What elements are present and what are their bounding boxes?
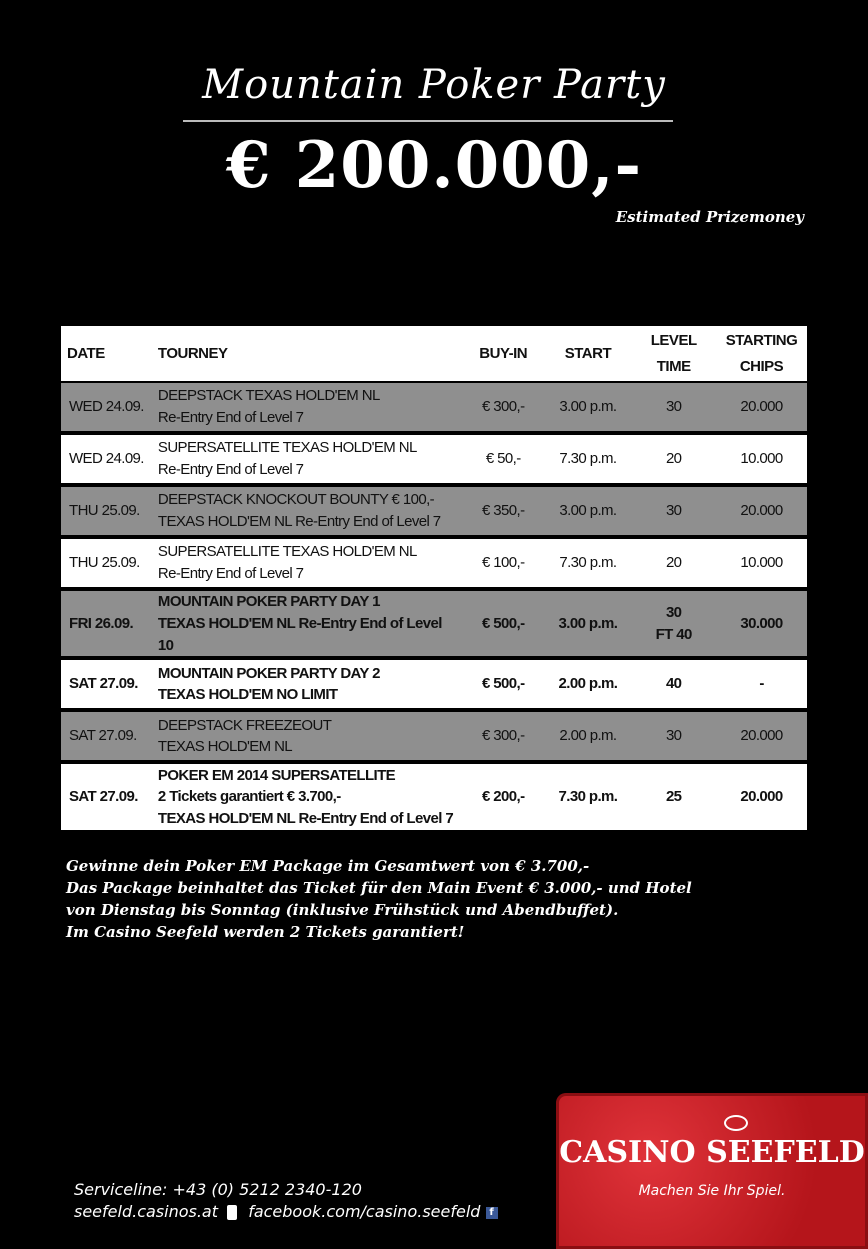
header-starting-chips [716, 326, 807, 383]
row-level [631, 591, 716, 660]
row-tourney [152, 660, 462, 712]
row-tourney-line3: TEXAS HOLD'EM NL Re-Entry End of Level 7 [157, 810, 454, 828]
package-info [66, 855, 826, 943]
title-divider [183, 120, 673, 122]
mobile-icon [227, 1205, 237, 1220]
row-date: THU 25.09. [61, 539, 152, 591]
info-line-1: Gewinne dein Poker EM Package im Gesamtwert von € 3.700,- [66, 857, 590, 875]
table-row [61, 712, 807, 764]
row-tourney-line1: DEEPSTACK FREEZEOUT [157, 716, 332, 734]
table-row [61, 383, 807, 435]
row-date: SAT 27.09. [61, 712, 152, 764]
row-chips: 20.000 [716, 487, 807, 539]
row-tourney [152, 487, 462, 539]
header-date: DATE [61, 326, 152, 383]
row-buyin: € 200,- [462, 764, 545, 830]
row-date: FRI 26.09. [61, 591, 152, 660]
row-start: 2.00 p.m. [545, 712, 632, 764]
serviceline: Serviceline: +43 (0) 5212 2340-120 [74, 1180, 362, 1199]
table-row [61, 435, 807, 487]
logo-slogan: Machen Sie Ihr Spiel. [638, 1183, 786, 1199]
header-chips-line1: STARTING [725, 332, 798, 349]
row-tourney-line1: POKER EM 2014 SUPERSATELLITE [157, 766, 396, 784]
row-tourney-line2: Re-Entry End of Level 7 [157, 565, 304, 582]
row-start: 3.00 p.m. [545, 383, 632, 435]
chip-icon [724, 1115, 748, 1131]
row-level-line2: FT 40 [655, 625, 692, 643]
tournament-schedule-table [61, 326, 807, 830]
header-tourney: TOURNEY [152, 326, 462, 383]
row-tourney-line2: Re-Entry End of Level 7 [157, 461, 304, 478]
row-date: SAT 27.09. [61, 660, 152, 712]
row-start: 3.00 p.m. [545, 591, 632, 660]
row-tourney [152, 383, 462, 435]
row-level: 20 [631, 435, 716, 487]
row-chips: - [716, 660, 807, 712]
row-start: 3.00 p.m. [545, 487, 632, 539]
row-tourney-line2: Re-Entry End of Level 7 [157, 409, 304, 426]
row-tourney-line2: TEXAS HOLD'EM NL [157, 738, 293, 756]
table-row [61, 539, 807, 591]
row-tourney [152, 591, 462, 660]
row-start: 2.00 p.m. [545, 660, 632, 712]
header-chips-line2: CHIPS [739, 357, 784, 375]
row-chips: 10.000 [716, 435, 807, 487]
row-tourney-line1: SUPERSATELLITE TEXAS HOLD'EM NL [157, 439, 417, 457]
row-start: 7.30 p.m. [545, 539, 632, 591]
table-row [61, 487, 807, 539]
row-tourney-line2: 2 Tickets garantiert € 3.700,- [157, 788, 341, 806]
row-tourney-line2: TEXAS HOLD'EM NO LIMIT [157, 686, 338, 704]
row-level: 40 [631, 660, 716, 712]
row-buyin: € 300,- [462, 383, 545, 435]
row-chips: 20.000 [716, 764, 807, 830]
row-date: WED 24.09. [61, 383, 152, 435]
row-tourney-line1: MOUNTAIN POKER PARTY DAY 2 [157, 664, 380, 682]
row-level: 30 [631, 487, 716, 539]
row-buyin: € 350,- [462, 487, 545, 539]
row-buyin: € 500,- [462, 591, 545, 660]
header-level-line2: TIME [656, 357, 691, 375]
row-date: THU 25.09. [61, 487, 152, 539]
row-tourney [152, 712, 462, 764]
table-row [61, 591, 807, 660]
row-level: 20 [631, 539, 716, 591]
row-tourney-line1: DEEPSTACK KNOCKOUT BOUNTY € 100,- [157, 491, 435, 509]
row-chips: 20.000 [716, 383, 807, 435]
row-level: 30 [631, 383, 716, 435]
header-level-line1: LEVEL [650, 332, 697, 349]
row-chips: 10.000 [716, 539, 807, 591]
table-header-row [61, 326, 807, 383]
row-buyin: € 300,- [462, 712, 545, 764]
facebook-icon[interactable]: f [486, 1207, 498, 1219]
logo-name: CASINO SEEFELD [559, 1135, 865, 1170]
row-date: WED 24.09. [61, 435, 152, 487]
header-buyin: BUY-IN [462, 326, 545, 383]
row-buyin: € 500,- [462, 660, 545, 712]
row-tourney-line1: DEEPSTACK TEXAS HOLD'EM NL [157, 387, 380, 405]
website-link[interactable]: seefeld.casinos.at [74, 1202, 218, 1221]
casino-seefeld-logo [556, 1093, 868, 1249]
event-title: Mountain Poker Party [202, 62, 666, 108]
prize-note: Estimated Prizemoney [615, 208, 804, 226]
row-tourney-line2: TEXAS HOLD'EM NL Re-Entry End of Level 7 [157, 513, 441, 530]
row-buyin: € 100,- [462, 539, 545, 591]
info-line-2: Das Package beinhaltet das Ticket für den Main Event € 3.000,- und Hotel [66, 879, 692, 897]
row-level-line1: 30 [665, 603, 682, 621]
prize-amount: € 200.000,- [225, 128, 643, 203]
footer-links [74, 1201, 498, 1223]
row-level: 25 [631, 764, 716, 830]
row-tourney-line1: SUPERSATELLITE TEXAS HOLD'EM NL [157, 543, 417, 561]
facebook-link[interactable]: facebook.com/casino.seefeld [248, 1202, 481, 1221]
table-row [61, 764, 807, 830]
row-level: 30 [631, 712, 716, 764]
row-tourney-line1: MOUNTAIN POKER PARTY DAY 1 [157, 593, 380, 610]
row-buyin: € 50,- [462, 435, 545, 487]
row-chips: 30.000 [716, 591, 807, 660]
row-tourney [152, 764, 462, 830]
contact-footer [74, 1179, 498, 1223]
row-tourney [152, 539, 462, 591]
info-line-3: von Dienstag bis Sonntag (inklusive Frühstück und Abendbuffet). [66, 901, 619, 919]
table-row [61, 660, 807, 712]
header-start: START [545, 326, 632, 383]
row-tourney-line2: TEXAS HOLD'EM NL Re-Entry End of Level 10 [157, 614, 442, 654]
info-line-4: Im Casino Seefeld werden 2 Tickets garantiert! [66, 923, 465, 941]
row-start: 7.30 p.m. [545, 764, 632, 830]
row-start: 7.30 p.m. [545, 435, 632, 487]
row-chips: 20.000 [716, 712, 807, 764]
header-level-time [631, 326, 716, 383]
row-tourney [152, 435, 462, 487]
row-date: SAT 27.09. [61, 764, 152, 830]
